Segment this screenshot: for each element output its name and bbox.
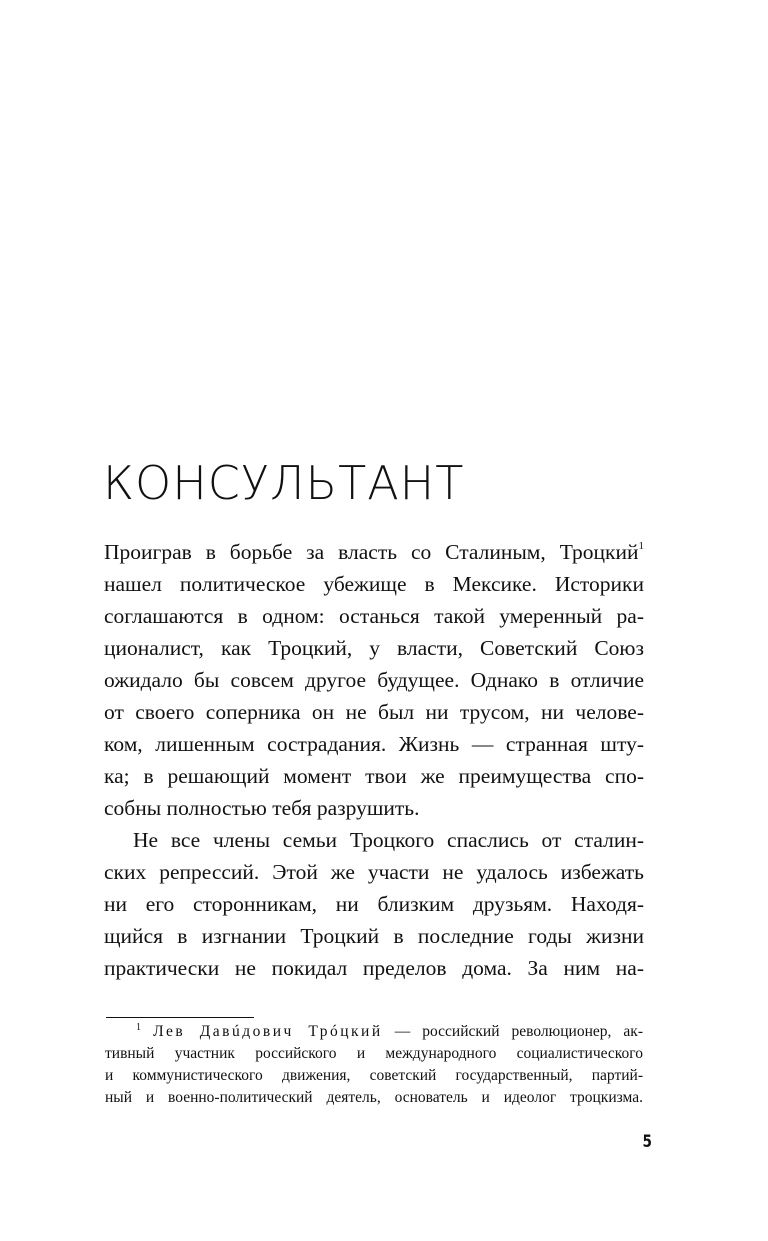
- body-text: [104, 536, 644, 984]
- footnote-line: и коммунистического движения, советский государственный, партий-: [105, 1067, 643, 1084]
- text-line-content: Проиграв в борьбе за власть со Сталиным, Троцкий: [104, 540, 639, 564]
- text-line: ком, лишенным сострадания. Жизнь — странная шту-: [104, 732, 644, 756]
- page-number: 5: [642, 1132, 652, 1152]
- text-line: ских репрессий. Этой же участи не удалось избежать: [104, 860, 644, 884]
- text-line: ожидало бы совсем другое будущее. Однако в отличие: [104, 668, 644, 692]
- text-line: [104, 536, 644, 568]
- text-line: соглашаются в одном: останься такой умеренный ра-: [104, 604, 644, 628]
- footnote-line: [105, 1021, 643, 1043]
- text-line-first: Не все члены семьи Троцкого спаслись от сталин-: [133, 828, 644, 852]
- footnote-name: Лев Давúдович Трóцкий: [153, 1023, 383, 1040]
- text-line-last: собны полностью тебя разрушить.: [104, 796, 420, 820]
- text-line: щийся в изгнании Троцкий в последние годы жизни: [104, 924, 644, 948]
- text-line: ка; в решающий момент твои же преимущества спо-: [104, 764, 644, 788]
- text-line: ни его сторонникам, ни близким друзьям. Находя-: [104, 892, 644, 916]
- footnote: [105, 1021, 643, 1109]
- footnote-mark: 1: [136, 1022, 141, 1033]
- footnote-reference: 1: [638, 540, 644, 552]
- text-line: нашел политическое убежище в Мексике. Историки: [104, 572, 644, 596]
- paragraph-1: [104, 536, 644, 824]
- chapter-title: КОНСУЛЬТАНТ: [103, 456, 465, 510]
- text-line: ционалист, как Троцкий, у власти, Советский Союз: [104, 636, 644, 660]
- text-line: от своего соперника он не был ни трусом, ни челове-: [104, 700, 644, 724]
- footnote-line: тивный участник российского и международного социалистического: [105, 1045, 643, 1062]
- paragraph-2: [104, 824, 644, 984]
- footnote-line-last: ный и военно-политический деятель, основатель и идеолог троцкизма.: [105, 1089, 643, 1106]
- footnote-divider: [106, 1017, 254, 1018]
- text-line: практически не покидал пределов дома. За ним на-: [104, 956, 644, 980]
- footnote-line-rest: — российский революционер, ак-: [382, 1023, 643, 1040]
